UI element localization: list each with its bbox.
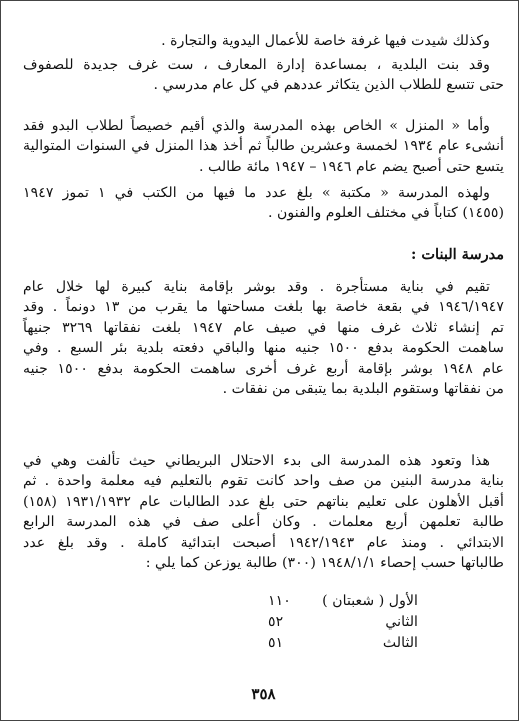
paragraph-handicrafts-room bbox=[23, 31, 504, 51]
student-count: ٥٢ bbox=[268, 614, 284, 630]
student-count: ١١٠ bbox=[268, 593, 291, 609]
enrollment-list bbox=[268, 591, 418, 654]
text-line: ساهمت الحكومة بدفع ١٥٠٠ جنيه منها والباقي دفعته بلدية بئر السبع . وفي bbox=[23, 340, 504, 357]
grade-label: الثالث bbox=[382, 635, 418, 651]
section-heading-girls-school: مدرسة البنات : bbox=[410, 246, 504, 263]
text-line: وكذلك شيدت فيها غرفة خاصة للأعمال اليدوية والتجارة . bbox=[161, 33, 490, 49]
text-line: هذا وتعود هذه المدرسة الى بدء الاحتلال البريطاني حيث تألفت وهي في bbox=[23, 453, 490, 469]
text-line: طالباتها حسب إحصاء ١٩٤٨/١/١ (٣٠٠) طالبة يوزعن كما يلي : bbox=[145, 555, 504, 572]
grade-label: الثاني bbox=[385, 614, 418, 630]
paragraph-new-classrooms bbox=[23, 55, 504, 96]
text-line: وأما « المنزل » الخاص بهذه المدرسة والذي أقيم خصيصاً لطلاب البدو فقد bbox=[23, 118, 490, 134]
text-line: ولهذه المدرسة « مكتبة » بلغ عدد ما فيها من الكتب في ١ تموز ١٩٤٧ bbox=[23, 185, 490, 201]
text-line: ١٩٤٦/١٩٤٧ في بقعة خاصة بها بلغت مساحتها ما يقرب من ١٣ دونماً . وقد bbox=[23, 299, 505, 316]
text-line: طالبة تعلمهن أربع معلمات . وكان أعلى صف في هذه المدرسة الرابع bbox=[23, 514, 504, 531]
text-line: الابتدائي . ومنذ عام ١٩٤٢/١٩٤٣ أصبحت ابتدائية كاملة . وقد بلغ عدد bbox=[23, 534, 504, 551]
text-line: يتسع حتى أصبح يضم عام ١٩٤٦ – ١٩٤٧ مائة طالب . bbox=[198, 158, 504, 175]
text-line: أنشىء عام ١٩٣٤ لخمسة وعشرين طالباً ثم أخذ هذا المنزل في السنوات المتوالية bbox=[23, 138, 504, 155]
text-line: وقد بنت البلدية ، بمساعدة إدارة المعارف ، ست غرف جديدة للصفوف bbox=[23, 57, 490, 73]
text-line: تم إنشاء ثلاث غرف منها في صيف عام ١٩٤٧ بلغت نفقاتها ٣٢٦٩ جنيهاً bbox=[23, 319, 504, 336]
paragraph-girls-school-history bbox=[23, 451, 504, 573]
text-line: حتى تتسع للطلاب الذين يتكاثر عددهم في كل عام مدرسي . bbox=[153, 77, 504, 94]
document-page bbox=[23, 1, 504, 720]
paragraph-girls-school-building bbox=[23, 277, 504, 399]
text-line: (١٤٥٥) كتاباً في مختلف العلوم والفنون . bbox=[267, 205, 504, 222]
text-line: من نفقاتها وستقوم البلدية بما يتبقى من نفقات . bbox=[222, 381, 504, 398]
text-line: تقيم في بناية مستأجرة . وقد بوشر بإقامة بناية كبيرة لها خلال عام bbox=[23, 279, 490, 295]
text-line: عام ١٩٤٨ بوشر بإقامة أربع غرف أخرى ساهمت الحكومة بدفع ١٥٠٠ جنيه bbox=[23, 360, 504, 377]
text-line: أقبل الأهلون على تعليم بناتهم حتى بلغ عدد الطالبات عام ١٩٣١/١٩٣٢ (١٥٨) bbox=[23, 493, 505, 510]
paragraph-library bbox=[23, 183, 504, 224]
student-count: ٥١ bbox=[268, 635, 284, 651]
page-number: ٣٥٨ bbox=[251, 684, 276, 703]
list-item bbox=[268, 591, 418, 612]
list-item bbox=[268, 612, 418, 633]
list-item bbox=[268, 633, 418, 654]
grade-label: الأول ( شعبتان ) bbox=[322, 593, 418, 609]
text-line: بناية مدرسة البنين من صف واحد كانت تقوم بالتعليم فيه معلمة واحدة . ثم bbox=[23, 473, 504, 490]
paragraph-bedouin-house bbox=[23, 116, 504, 177]
